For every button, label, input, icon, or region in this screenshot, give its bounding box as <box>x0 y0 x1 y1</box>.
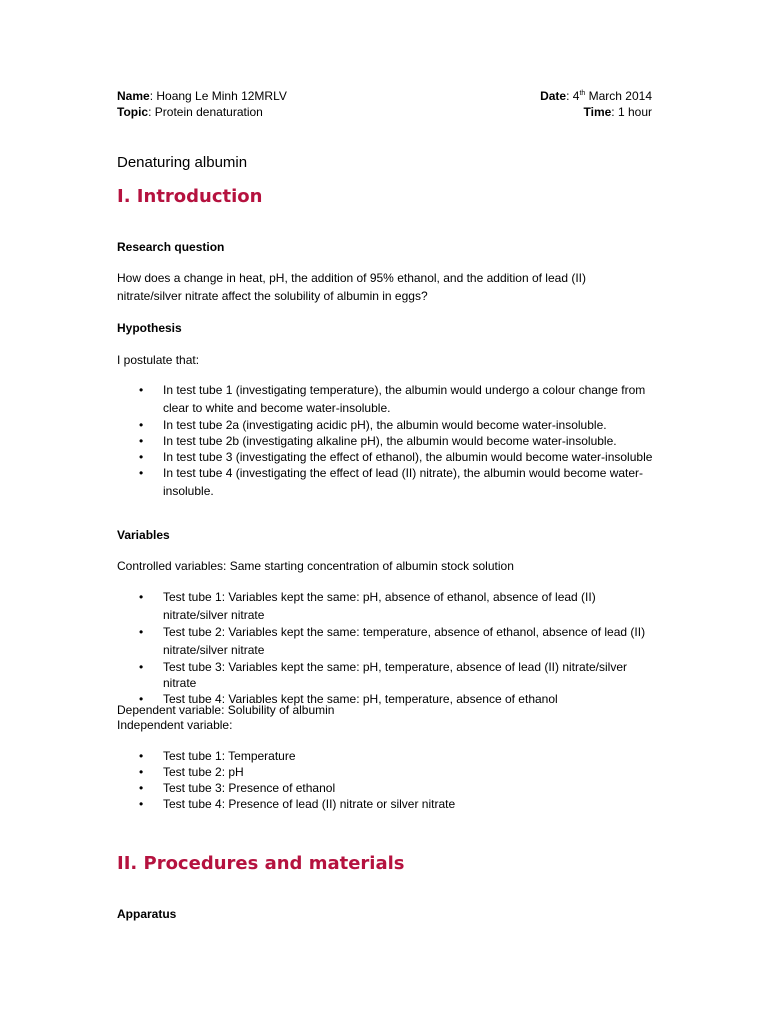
bullet-icon: • <box>139 660 144 674</box>
controlled-variables-text: Controlled variables: Same starting concentration of albumin stock solution <box>117 559 514 573</box>
bullet-icon: • <box>139 383 144 397</box>
list-item-text: Test tube 2: Variables kept the same: temperature, absence of ethanol, absence of lead (II) nitrate/silver nitrate <box>163 625 646 657</box>
bullet-icon: • <box>139 590 144 604</box>
list-item-text: Test tube 1: Temperature <box>163 749 296 763</box>
topic-label: Topic <box>117 105 149 119</box>
research-question-heading: Research question <box>117 240 225 254</box>
bullet-icon: • <box>139 797 144 811</box>
list-item <box>117 624 657 659</box>
list-item <box>117 659 657 691</box>
bullet-icon: • <box>139 692 144 706</box>
hypothesis-heading: Hypothesis <box>117 321 182 335</box>
document-title: Denaturing albumin <box>117 154 248 171</box>
date-rest: March 2014 <box>588 89 652 103</box>
list-item <box>117 433 657 449</box>
list-item-text: In test tube 4 (investigating the effect of lead (II) nitrate), the albumin would become water-insoluble. <box>163 466 644 498</box>
bullet-icon: • <box>139 625 144 639</box>
list-item <box>117 764 657 780</box>
bullet-icon: • <box>139 434 144 448</box>
bullet-icon: • <box>139 765 144 779</box>
independent-variable-text: Independent variable: <box>117 718 233 732</box>
list-item <box>117 748 657 764</box>
date-day: 4 <box>572 89 580 103</box>
bullet-icon: • <box>139 781 144 795</box>
research-question-text: How does a change in heat, pH, the addition of 95% ethanol, and the addition of lead (II) nitrate/silver nitrate affect the solubility of albumin in eggs? <box>117 271 586 303</box>
list-item <box>117 796 657 812</box>
bullet-icon: • <box>139 466 144 480</box>
list-item-text: Test tube 2: pH <box>163 765 244 779</box>
section-heading-procedures: II. Procedures and materials <box>117 853 405 874</box>
time-line: Time: 1 hour <box>583 105 652 119</box>
list-item-text: Test tube 1: Variables kept the same: pH, absence of ethanol, absence of lead (II) nitrate/silver nitrate <box>163 590 596 622</box>
bullet-icon: • <box>139 749 144 763</box>
list-item-text: Test tube 3: Presence of ethanol <box>163 781 336 795</box>
list-item <box>117 465 657 500</box>
date-suffix: th <box>579 90 586 97</box>
list-item-text: In test tube 2b (investigating alkaline pH), the albumin would become water-insoluble. <box>163 434 617 448</box>
bullet-icon: • <box>139 418 144 432</box>
apparatus-heading: Apparatus <box>117 907 177 921</box>
list-item-text: In test tube 3 (investigating the effect of ethanol), the albumin would become water-insoluble <box>163 450 653 464</box>
list-item <box>117 417 657 433</box>
list-item-text: Test tube 4: Presence of lead (II) nitrate or silver nitrate <box>163 797 456 811</box>
section-heading-introduction: I. Introduction <box>117 186 263 207</box>
list-item-text: Test tube 4: Variables kept the same: pH, temperature, absence of ethanol <box>163 692 558 706</box>
list-item <box>117 780 657 796</box>
date-line: Date: 4th March 2014 <box>540 89 652 103</box>
date-label: Date <box>540 89 567 103</box>
list-item <box>117 449 657 465</box>
independent-variables-list <box>117 748 657 812</box>
list-item <box>117 589 657 624</box>
hypothesis-intro: I postulate that: <box>117 353 200 367</box>
list-item-text: Test tube 3: Variables kept the same: pH, temperature, absence of lead (II) nitrate/silver nitrate <box>163 660 628 690</box>
list-item-text: In test tube 2a (investigating acidic pH), the albumin would become water-insoluble. <box>163 418 607 432</box>
time-value: 1 hour <box>617 105 652 119</box>
topic-line: Topic: Protein denaturation <box>117 105 263 119</box>
list-item-text: In test tube 1 (investigating temperature), the albumin would undergo a colour change from clear to white and become water-insoluble. <box>163 383 646 415</box>
bullet-icon: • <box>139 450 144 464</box>
hypothesis-list <box>117 382 657 500</box>
name-line: Name: Hoang Le Minh 12MRLV <box>117 89 287 103</box>
name-value: Hoang Le Minh 12MRLV <box>156 89 287 103</box>
name-label: Name <box>117 89 150 103</box>
topic-value: Protein denaturation <box>154 105 263 119</box>
controlled-variables-list <box>117 589 657 707</box>
list-item <box>117 382 657 417</box>
time-label: Time <box>583 105 612 119</box>
variables-heading: Variables <box>117 528 170 542</box>
dependent-variable-text: Dependent variable: Solubility of albumin <box>117 703 335 717</box>
